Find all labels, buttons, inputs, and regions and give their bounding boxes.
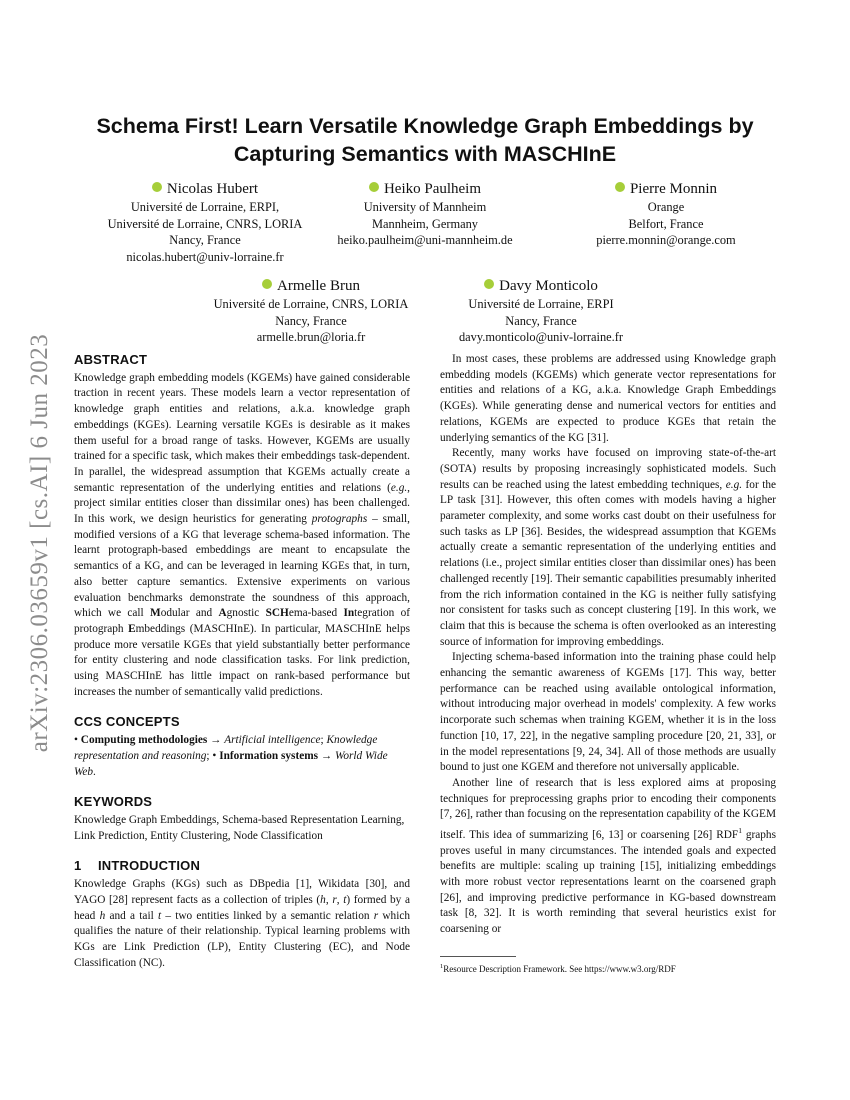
author-location: Nancy, France — [275, 313, 347, 328]
author-name: Pierre Monnin — [629, 181, 718, 197]
keywords-heading: KEYWORDS — [74, 794, 153, 810]
orcid-icon[interactable] — [262, 279, 272, 289]
author-location: Mannheim, Germany — [372, 216, 478, 231]
author-block-4 — [198, 277, 424, 346]
paper-title — [60, 112, 790, 168]
author-email: nicolas.hubert@univ-lorraine.fr — [126, 249, 284, 264]
author-block-2 — [318, 180, 532, 249]
keywords-text: Knowledge Graph Embeddings, Schema-based Representation Learning, Link Prediction, Entity Clustering, Node Classification — [74, 813, 405, 842]
orcid-icon[interactable] — [152, 182, 162, 192]
author-email: pierre.monnin@orange.com — [596, 233, 736, 248]
arxiv-identifier — [20, 308, 60, 778]
author-affiliation: Université de Lorraine, CNRS, LORIA — [107, 216, 303, 231]
footnote: $^1$Resource Description Framework. See https://www.w3.org/RDF — [440, 962, 676, 974]
author-block-3 — [554, 180, 778, 249]
right-column — [440, 352, 776, 975]
author-location: Belfort, France — [628, 216, 704, 231]
introduction-paragraph-1: Knowledge Graphs (KGs) such as DBpedia [1], Wikidata [30], and YAGO [28] represent facts as a collection of triples (h, r, t) formed by a head h and a tail t – two entities linked by a semantic relation r which qualifies the nature of their relationship. Typical learning problems with KGs are Link Prediction (LP), Entity Clustering (EC), and Node Classification (NC). — [74, 878, 410, 969]
author-affiliation: Université de Lorraine, ERPI — [468, 297, 614, 311]
author-email: armelle.brun@loria.fr — [256, 330, 366, 345]
author-affiliation: Université de Lorraine, CNRS, LORIA — [213, 297, 409, 311]
ccs-concepts-text: • Computing methodologies → Artificial intelligence; Knowledge representation and reasoning; • Information systems → World Wide Web. — [74, 734, 388, 778]
author-name: Nicolas Hubert — [166, 181, 259, 197]
author-location: Nancy, France — [169, 233, 241, 248]
author-block-5 — [434, 277, 648, 346]
author-affiliation: University of Mannheim — [363, 200, 487, 214]
orcid-icon[interactable] — [484, 279, 494, 289]
author-email: heiko.paulheim@uni-mannheim.de — [337, 233, 513, 248]
author-location: Nancy, France — [505, 313, 577, 328]
author-name: Armelle Brun — [277, 278, 360, 294]
footnote-divider — [440, 956, 516, 957]
orcid-icon[interactable] — [615, 182, 625, 192]
ccs-concepts-heading: CCS CONCEPTS — [74, 714, 180, 730]
introduction-paragraph-5: Another line of research that is less explored aims at proposing techniques for preprocessing graphs prior to encoding their components [7, 26], rather than focusing on the representation capability of the KGEM itself. This idea of summarizing [6, 13] or coarsening [26] RDF$^1$ graphs proves useful in many circumstances. The intended goals and expected benefits are multiple: scaling up training [15], initializing embeddings with more robust vector representations learnt on the coarsened graph [26], and improving predictive performance in KG-based downstream task [8, 32]. It is worth reminding that several heuristics exist for coarsening or — [440, 776, 776, 936]
author-name: Heiko Paulheim — [383, 181, 482, 197]
footnote-marker[interactable]: 1 — [738, 826, 742, 836]
author-name: Davy Monticolo — [499, 278, 598, 294]
arxiv-identifier-text: arXiv:2306.03659v1 [cs.AI] 6 Jun 2023 — [26, 333, 54, 753]
abstract-heading: ABSTRACT — [74, 352, 148, 367]
introduction-paragraph-2: In most cases, these problems are addressed using Knowledge graph embedding models (KGEMs) which generate vector representations for entities and relations of a KG, a.k.a. Knowledge Graph Embeddings (KGEs). While generating dense and numerical vectors for entities and relations, KGEMs are expected to produce KGEs that retain the underlying semantics of the KG [31]. — [440, 353, 776, 444]
orcid-icon[interactable] — [369, 182, 379, 192]
left-column — [74, 352, 410, 971]
author-affiliation: Université de Lorraine, ERPI, — [130, 200, 280, 214]
introduction-paragraph-3: Recently, many works have focused on improving state-of-the-art (SOTA) results by proposing increasingly sophisticated models. Such results can be reached using the latest embedding techniques, e.g. for the LP task [31]. However, this often comes with models having a higher parameter complexity, and some works cast doubt on their usefulness for such tasks as LP [36]. Besides, the widespread assumption that KGEMs actually create a semantic representation of the underlying entities and relations (i.e., project similar entities closer than dissimilar ones) has been challenged recently [19]. Their semantic capabilities presumably inherited from the rich information contained in the KG is neither fully satisfying nor consistent for tasks such as concept clustering [19]. In this work, we claim that this is because the schema is often overlooked as an interesting source of information for improving embeddings. — [440, 447, 776, 648]
introduction-paragraph-4: Injecting schema-based information into the training phase could help enhancing the semantic awareness of KGEMs [17]. This way, better performance can be reached using available ontological information, without introducing major overhead in models' complexity. A few works incorporate such schemas when training KGEM, whether it is in the loss function [10, 17, 22], in the negative sampling procedure [20, 21, 33], or in the model representations [9, 24, 34]. All of those methods are usually bound to just one KGEM and therefore not universally applicable. — [440, 651, 776, 774]
title-line-1: Schema First! Learn Versatile Knowledge Graph Embeddings by — [96, 114, 754, 138]
author-email: davy.monticolo@univ-lorraine.fr — [458, 330, 624, 345]
author-block-1 — [95, 180, 315, 265]
introduction-heading: 1 INTRODUCTION — [74, 858, 201, 874]
author-affiliation: Orange — [647, 200, 685, 214]
title-line-2: Capturing Semantics with MASCHInE — [233, 142, 617, 166]
abstract-text: Knowledge graph embedding models (KGEMs) have gained considerable traction in recent years. These models learn a vector representation of knowledge graph entities and relations, a.k.a. knowledge graph embeddings (KGEs). Learning versatile KGEs is desirable as it makes them useful for a broad range of tasks. However, KGEMs are usually trained for a specific task, which makes their embeddings task-dependent. In parallel, the widespread assumption that KGEMs actually create a semantic representation of the underlying entities and relations (e.g., project similar entities closer than dissimilar ones) has been challenged. In this work, we design heuristics for generating protographs – small, modified versions of a KG that leverage schema-based information. The learnt protograph-based embeddings are meant to encapsulate the semantics of a KG, and can be leveraged in learning KGEs that, in turn, also better capture semantics. Extensive experiments on various evaluation benchmarks demonstrate the soundness of this approach, which we call Modular and Agnostic SCHema-based Integration of protograph Embeddings (MASCHInE). In particular, MASCHInE helps produce more versatile KGEs that yield substantially better performance for entity clustering and node classification tasks. For link prediction, using MASCHInE has little impact on rank-based performance but increases the number of semantically valid predictions. — [74, 371, 411, 698]
